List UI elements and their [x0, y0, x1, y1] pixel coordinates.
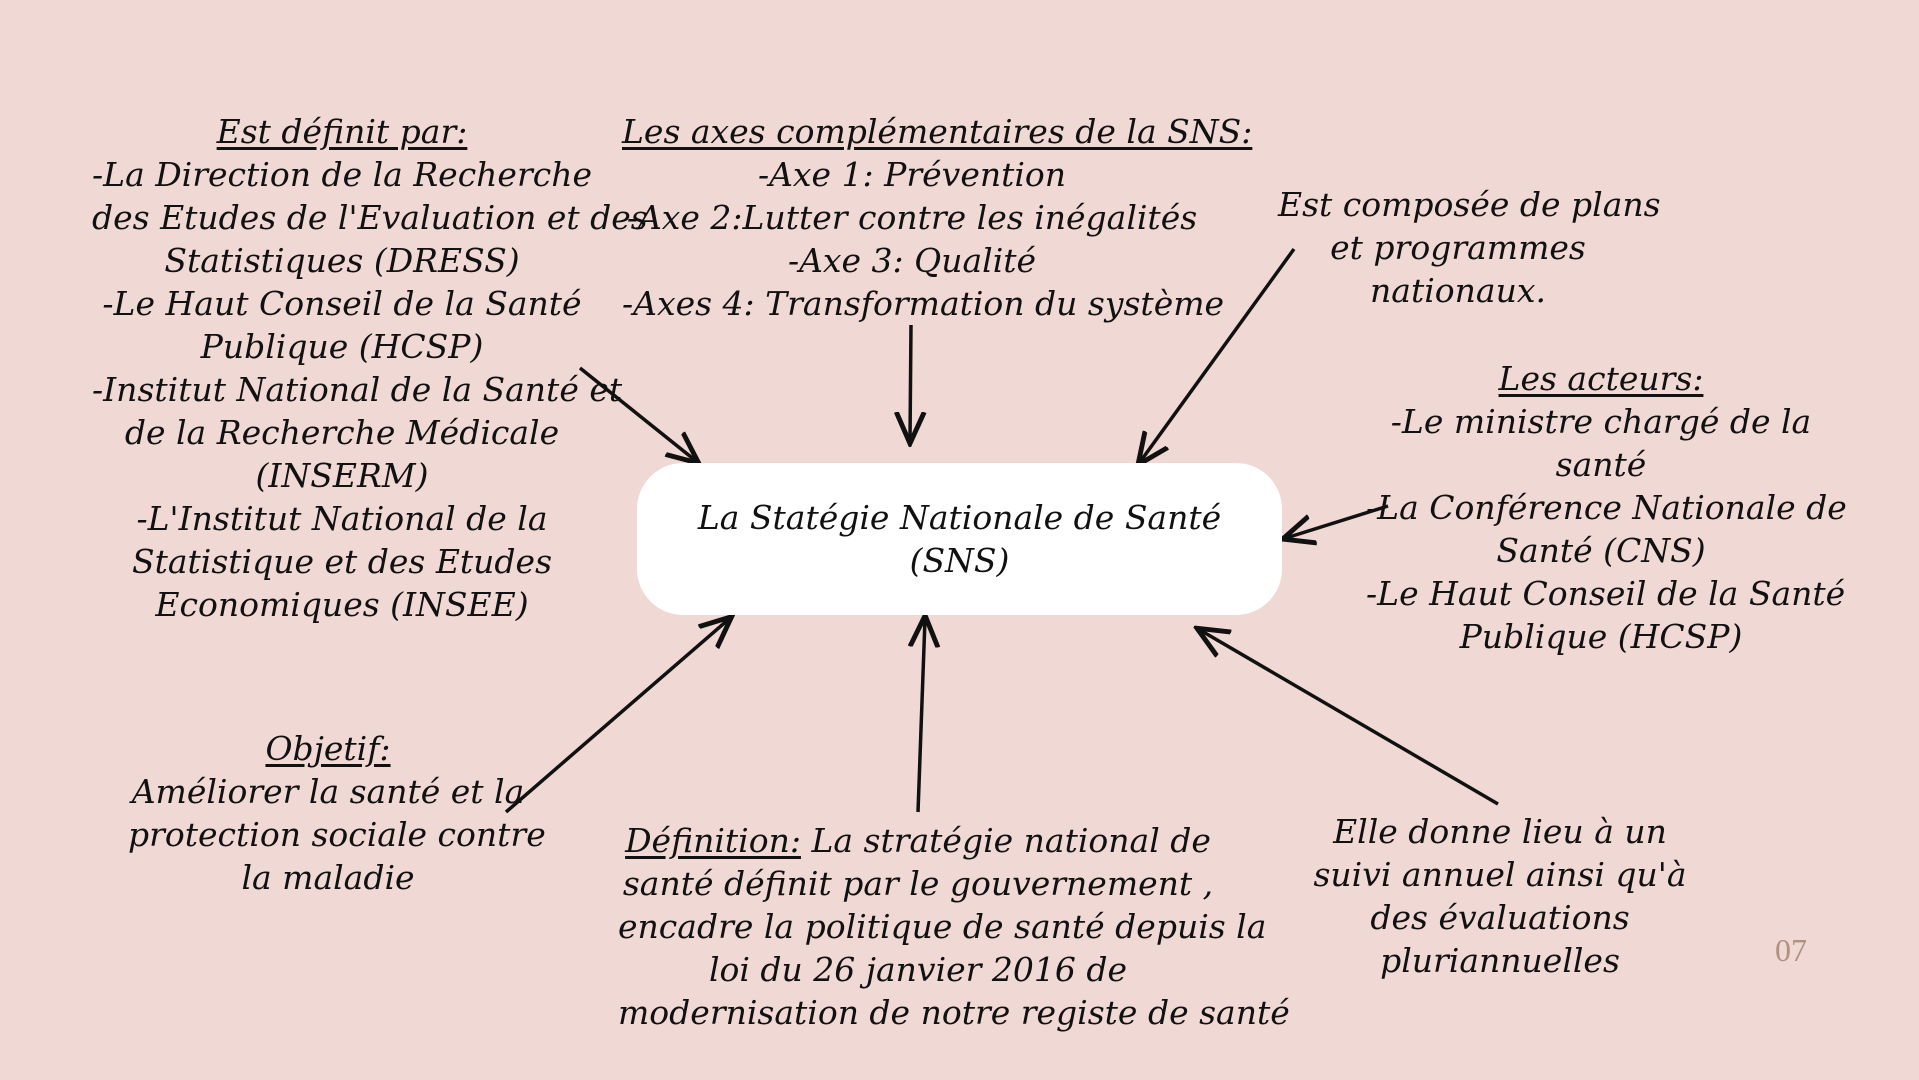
- objectif-line: la maladie: [241, 858, 415, 897]
- defini-par-line: -L'Institut National de la: [136, 499, 548, 538]
- arrow-objectif: [506, 619, 729, 812]
- defini-par-line: Publique (HCSP): [200, 327, 484, 366]
- acteurs-line: -Le ministre chargé de la: [1390, 402, 1812, 441]
- defini-par-heading: Est définit par:: [216, 112, 468, 151]
- central-node-sns: [637, 463, 1282, 615]
- objectif-line: protection sociale contre: [128, 815, 546, 854]
- acteurs-line: -La Conférence Nationale de: [1366, 488, 1847, 527]
- definition-heading: Définition:: [625, 821, 801, 860]
- arrow-definition: [918, 619, 925, 812]
- suivi-line: suivi annuel ainsi qu'à: [1313, 855, 1687, 894]
- definition-first-line-rest: La stratégie national de: [800, 821, 1211, 860]
- central-node-title: La Statégie Nationale de Santé: [697, 498, 1222, 537]
- definition-line: santé définit par le gouvernement ,: [622, 864, 1214, 903]
- suivi-line: Elle donne lieu à un: [1333, 812, 1667, 851]
- defini-par-line: -Le Haut Conseil de la Santé: [102, 284, 582, 323]
- definition-line: loi du 26 janvier 2016 de: [708, 950, 1128, 989]
- arrow-axes: [910, 325, 911, 440]
- definition-block: [618, 819, 1290, 1034]
- acteurs-line: santé: [1555, 445, 1647, 484]
- defini-par-line: des Etudes de l'Evaluation et des: [92, 198, 648, 237]
- definition-line: encadre la politique de santé depuis la: [618, 907, 1267, 946]
- central-node-acronym: (SNS): [909, 541, 1010, 580]
- axes-block: [622, 110, 1253, 325]
- composee-line: Est composée de plans: [1278, 185, 1661, 224]
- objectif-line: Améliorer la santé et la: [131, 772, 525, 811]
- composee-line: nationaux.: [1370, 271, 1546, 310]
- axes-line: -Axe 1: Prévention: [757, 155, 1067, 194]
- defini-par-line: -La Direction de la Recherche: [92, 155, 592, 194]
- suivi-line: des évaluations: [1370, 898, 1630, 937]
- acteurs-line: Publique (HCSP): [1459, 617, 1743, 656]
- definition-line: modernisation de notre registe de santé: [618, 993, 1290, 1032]
- composee-line: et programmes: [1330, 228, 1586, 267]
- axes-line: -Axes 4: Transformation du système: [622, 284, 1225, 323]
- defini-par-line: de la Recherche Médicale: [124, 413, 560, 452]
- axes-line: -Axe 2:Lutter contre les inégalités: [626, 198, 1198, 237]
- acteurs-block: [1366, 357, 1847, 658]
- axes-heading: Les axes complémentaires de la SNS:: [622, 112, 1253, 151]
- suivi-block: [1310, 810, 1690, 982]
- acteurs-line: Santé (CNS): [1496, 531, 1706, 570]
- objectif-heading: Objetif:: [265, 729, 391, 768]
- page-number: 07: [1775, 932, 1807, 968]
- axes-line: -Axe 3: Qualité: [787, 241, 1037, 280]
- acteurs-line: -Le Haut Conseil de la Santé: [1366, 574, 1846, 613]
- defini-par-line: -Institut National de la Santé et: [92, 370, 623, 409]
- defini-par-line: (INSERM): [255, 456, 429, 495]
- defini-par-line: Statistique et des Etudes: [131, 542, 553, 581]
- objectif-block: [128, 727, 546, 899]
- composee-block: [1278, 183, 1661, 312]
- defini-par-line: Economiques (INSEE): [155, 585, 529, 624]
- acteurs-heading: Les acteurs:: [1498, 359, 1704, 398]
- suivi-line: pluriannuelles: [1380, 941, 1620, 980]
- defini-par-line: Statistiques (DRESS): [164, 241, 520, 280]
- defini-par-block: [92, 110, 648, 626]
- definition-first-line: [618, 819, 1218, 862]
